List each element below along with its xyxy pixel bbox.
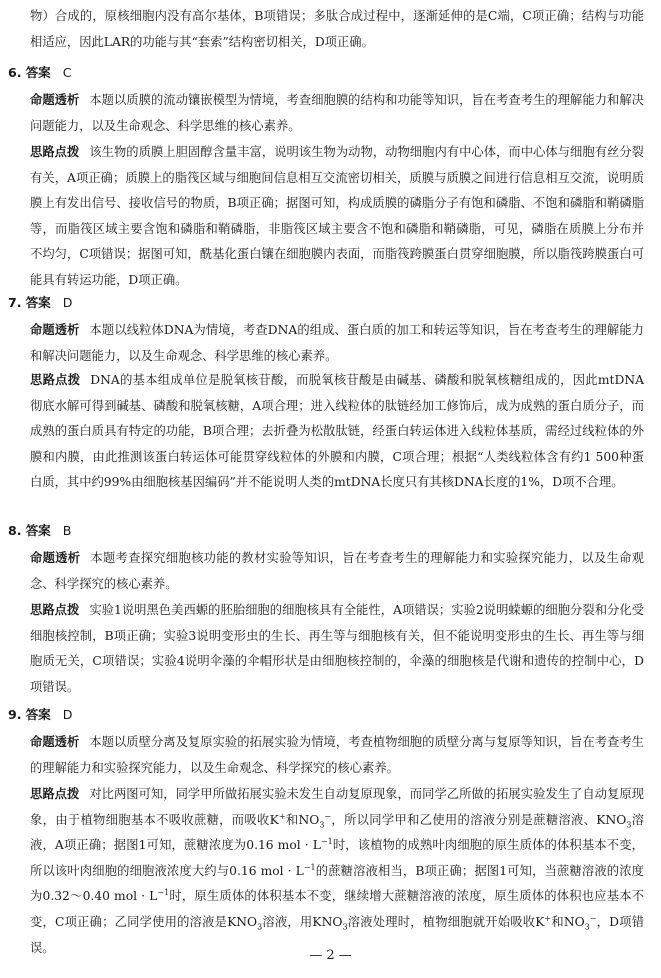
q6-analysis bbox=[30, 88, 644, 139]
q9-hint-sup-j: − bbox=[589, 913, 597, 923]
q9-answer: D bbox=[62, 707, 73, 722]
q9-hint-seg-e: 时，该植物的成熟叶肉细胞的原生质体的体积基本不变，所以该叶肉细胞的细胞液浓度大约与0.16 mol · L bbox=[30, 838, 644, 878]
q8-hint-label: 思路点拨 bbox=[30, 603, 80, 617]
q8-hint-text: 实验1说明黑色美西螈的胚胎细胞的细胞核具有全能性，A项错误；实验2说明蝾螈的细胞分裂和分化受细胞核控制，B项正确；实验3说明变形虫的生长、再生等与细胞核有关，但不能说明变形虫的生长、再生等与细胞质无关，C项错误；实验4说明伞藻的伞帽形状是由细胞核控制的，伞藻的细胞核是代谢和遗传的控制中心，D项错误。 bbox=[30, 603, 644, 694]
q8-analysis-label: 命题透析 bbox=[30, 551, 81, 565]
q9-hint-sub-c: 3 bbox=[626, 820, 632, 830]
q8-hint bbox=[30, 598, 644, 700]
q8-analysis-text: 本题考查探究细胞核功能的教材实验等知识，旨在考查考生的理解能力和实验探究能力，以及生命观念、科学探究的核心素养。 bbox=[30, 551, 644, 591]
q9-hint-seg-j: 和NO bbox=[551, 914, 585, 929]
q7-number: 7. bbox=[8, 295, 22, 310]
q9-hint-sup-d: −1 bbox=[320, 837, 333, 847]
q6-number: 6. bbox=[8, 65, 22, 80]
q9-hint-label: 思路点拨 bbox=[30, 787, 80, 801]
q8-answer: B bbox=[62, 523, 72, 538]
q7-header bbox=[8, 292, 72, 314]
q7-analysis-text: 本题以线粒体DNA为情境，考查DNA的组成、蛋白质的加工和转运等知识，旨在考查考生的理解能力和解决问题能力，以及生命观念、科学思维的核心素养。 bbox=[30, 323, 644, 363]
q9-hint-seg-a: 对比两图可知，同学甲所做拓展实验未发生自动复原现象，而同学乙所做的拓展实验发生了自动复原现象，由于植物细胞基本不吸收蔗糖，而吸收K bbox=[30, 787, 644, 827]
q9-hint-seg-f: 的蔗糖溶液相当，B项正确；据图1可知，当蔗糖溶液的浓度为0.32～0.40 mol · L bbox=[30, 863, 644, 904]
q9-hint-sub-g: 3 bbox=[257, 922, 263, 932]
q9-hint-seg-g: 时，原生质体的体积基本不变，继续增大蔗糖溶液的浓度，原生质体的体积也应基本不变，C项正确；乙同学使用的溶液是KNO bbox=[30, 889, 644, 929]
q9-hint-seg-d: 溶液，A项正确；据图1可知，蔗糖浓度为0.16 mol · L bbox=[30, 812, 645, 853]
q6-header bbox=[8, 62, 72, 84]
q9-hint-seg-b: 和NO bbox=[285, 812, 320, 827]
q9-analysis-text: 本题以质壁分离及复原实验的拓展实验为情境，考查植物细胞的质壁分离与复原等知识，旨在考查考生的理解能力和实验探究能力，以及生命观念、科学探究的核心素养。 bbox=[30, 735, 644, 775]
q6-answer: C bbox=[62, 65, 72, 80]
page-number: — 2 — bbox=[309, 948, 352, 963]
q9-hint-sub-j: 3 bbox=[584, 922, 590, 932]
q8-answer-label: 答案 bbox=[25, 523, 51, 538]
continuation-text: 物）合成的，原核细胞内没有高尔基体，B项错误；多肽合成过程中，逐渐延伸的是C端，C项正确；结构与功能相适应，因此LAR的功能与其“套索”结构密切相关，D项正确。 bbox=[30, 9, 644, 49]
q9-hint-seg-i: 溶液处理时，植物细胞就开始吸收K bbox=[347, 914, 545, 929]
q7-analysis-label: 命题透析 bbox=[30, 323, 80, 337]
q9-hint-sup-i: + bbox=[544, 913, 552, 923]
q8-analysis bbox=[30, 546, 644, 597]
q9-hint-sup-b: − bbox=[324, 811, 332, 821]
q6-hint-label: 思路点拨 bbox=[30, 145, 80, 159]
q9-hint-sub-h: 3 bbox=[342, 922, 348, 932]
q9-hint-seg-c: ，所以同学甲和乙使用的溶液分别是蔗糖溶液、KNO bbox=[331, 812, 627, 827]
q9-number: 9. bbox=[8, 707, 22, 722]
q9-analysis bbox=[30, 730, 644, 781]
q6-hint bbox=[30, 140, 644, 294]
q9-analysis-label: 命题透析 bbox=[30, 735, 80, 749]
q9-answer-label: 答案 bbox=[25, 707, 51, 722]
q7-analysis bbox=[30, 318, 644, 369]
q7-hint-text: DNA的基本组成单位是脱氧核苷酸，而脱氧核苷酸是由碱基、磷酸和脱氧核糖组成的，因此mtDNA彻底水解可得到碱基、磷酸和脱氧核糖，A项合理；进入线粒体的肽链经加工修饰后，成为成熟的蛋白质分子，而成熟的蛋白质具有特定的功能，B项合理；去折叠为松散肽链，经蛋白转运体进入线粒体基质，需经过线粒体的外膜和内膜，由此推测该蛋白转运体可能贯穿线粒体的外膜和内膜，C项合理；根据“人类线粒体含有约1 500种蛋白质，其中约99%由细胞核基因编码”并不能说明人类的mtDNA长度只有其核DNA长度的1%，D项不合理。 bbox=[30, 373, 644, 490]
q9-hint-sup-a: + bbox=[278, 811, 286, 821]
q9-hint-seg-k: ，D项错误。 bbox=[30, 914, 645, 955]
q9-hint-sub-b: 3 bbox=[319, 820, 325, 830]
q9-hint-sup-e: −1 bbox=[303, 862, 316, 872]
q9-hint-seg-h: 溶液，用KNO bbox=[262, 914, 343, 929]
q7-answer: D bbox=[62, 295, 73, 310]
q8-header bbox=[8, 520, 71, 542]
q6-hint-text: 该生物的质膜上胆固醇含量丰富，说明该生物为动物，动物细胞内有中心体，而中心体与细胞有丝分裂有关，A项正确；质膜上的脂筏区域与细胞间信息相互交流密切相关，质膜与质膜之间进行信息相互交流，说明质膜上有发出信号、接收信号的物质，B项正确；据图可知，构成质膜的磷脂分子有饱和磷脂、不饱和磷脂和鞘磷脂等，而脂筏区域主要含饱和磷脂和鞘磷脂，非脂筏区域主要含不饱和磷脂和鞘磷脂，可见，磷脂在质膜上分布并不均匀，C项错误；据图可知，酰基化蛋白镶在细胞膜内表面，而脂筏跨膜蛋白贯穿细胞膜，所以脂筏跨膜蛋白可能具有转运功能，D项正确。 bbox=[30, 145, 644, 287]
q7-answer-label: 答案 bbox=[25, 295, 51, 310]
q9-header bbox=[8, 704, 72, 726]
q7-hint-label: 思路点拨 bbox=[30, 373, 81, 387]
q6-analysis-label: 命题透析 bbox=[30, 93, 80, 107]
q7-hint bbox=[30, 368, 644, 496]
q6-answer-label: 答案 bbox=[25, 65, 51, 80]
q9-hint bbox=[30, 782, 644, 961]
q9-hint-sup-f: −1 bbox=[157, 888, 170, 898]
q8-number: 8. bbox=[8, 523, 22, 538]
q6-analysis-text: 本题以质膜的流动镶嵌模型为情境，考查细胞膜的结构和功能等知识，旨在考查考生的理解能力和解决问题能力，以及生命观念、科学思维的核心素养。 bbox=[30, 93, 644, 133]
